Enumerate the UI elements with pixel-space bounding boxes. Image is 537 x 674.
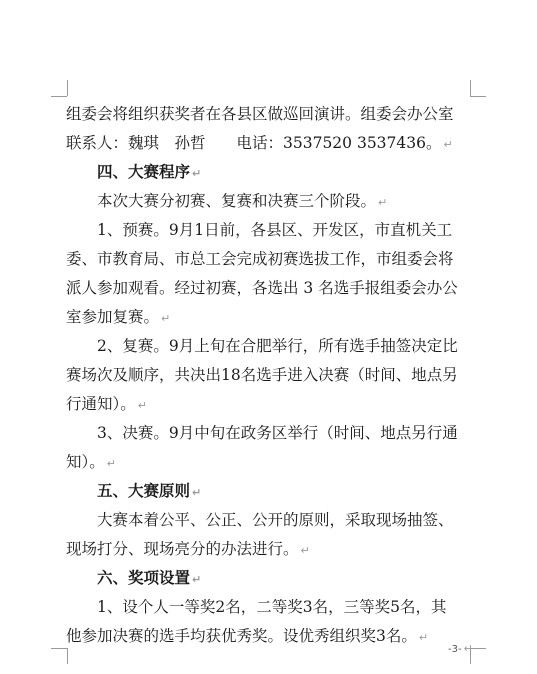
section-heading-awards: 六、奖项设置 ↵ [97, 569, 202, 587]
body-line: 2、复赛。9月上旬在合肥举行，所有选手抽签决定比 [97, 337, 458, 355]
body-line: 他参加决赛的选手均获优秀奖。设优秀组织奖3名。 ↵ [66, 627, 429, 645]
body-line: 现场打分、现场亮分的办法进行。 ↵ [66, 540, 310, 558]
body-line: 派人参加观看。经过初赛，各选出 3 名选手报组委会办公 [66, 279, 458, 297]
body-line: 本次大赛分初赛、复赛和决赛三个阶段。 ↵ [97, 192, 388, 210]
body-line: 1、预赛。9月1日前，各县区、开发区，市直机关工 [97, 221, 453, 239]
body-line: 3、决赛。9月中旬在政务区举行（时间、地点另行通 [97, 424, 458, 442]
body-line: 组委会将组织获奖者在各县区做巡回演讲。组委会办公室 [66, 105, 454, 123]
section-heading-principles: 五、大赛原则 ↵ [97, 482, 202, 500]
body-line: 知）。 ↵ [66, 453, 116, 471]
body-line: 室参加复赛。 ↵ [66, 308, 171, 326]
page-number: -3- ↵ [448, 642, 473, 655]
body-line: 赛场次及顺序，共决出18名选手进入决赛（时间、地点另 [66, 366, 458, 384]
body-line: 行通知）。 ↵ [66, 395, 147, 413]
body-line: 1、设个人一等奖2名，二等奖3名，三等奖5名，其 [97, 598, 447, 616]
section-heading-procedure: 四、大赛程序 ↵ [97, 163, 202, 181]
body-line: 大赛本着公平、公正、公开的原则，采取现场抽签、 [97, 511, 454, 529]
contact-line: 联系人：魏琪 孙哲 电话：3537520 3537436。 ↵ [66, 134, 453, 152]
body-line: 委、市教育局、市总工会完成初赛选拔工作，市组委会将 [66, 250, 454, 268]
